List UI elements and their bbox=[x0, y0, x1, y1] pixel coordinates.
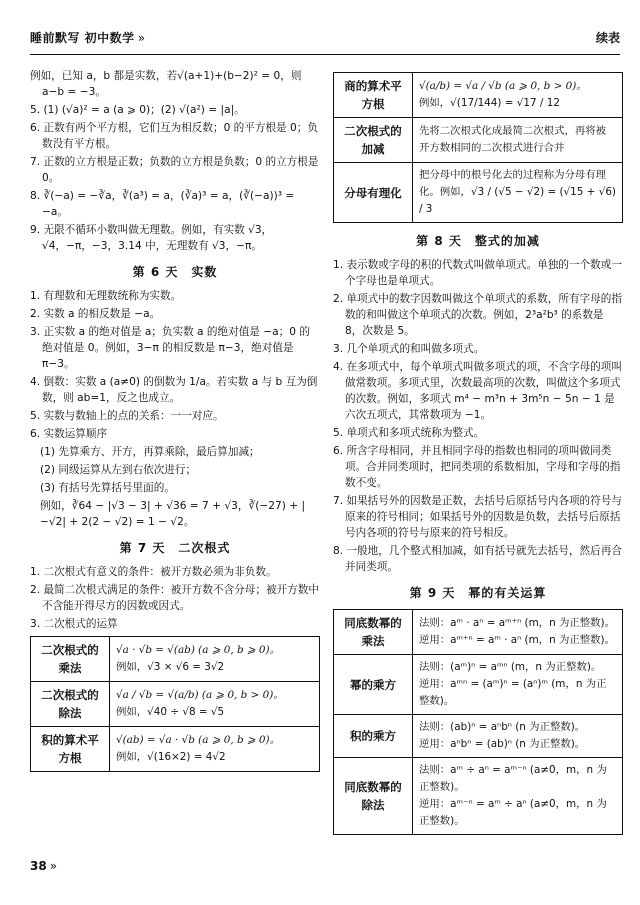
intro-line-9: 9. 无限不循环小数叫做无理数。例如，有实数 √3，√4，−π，−3，3.14 中，无理数有 √3，−π。 bbox=[30, 224, 273, 252]
day8-line-1: 1. 表示数或字母的积的代数式叫做单项式。单独的一个数或一个字母也是单项式。 bbox=[333, 259, 622, 287]
table-row-body bbox=[413, 758, 623, 835]
table-row bbox=[334, 610, 623, 655]
table-row-body bbox=[413, 610, 623, 655]
rule-text: 法则：aᵐ · aⁿ = aᵐ⁺ⁿ (m，n 为正整数)。 bbox=[419, 617, 615, 629]
table-row-body bbox=[413, 73, 623, 118]
day8-line-2: 2. 单项式中的数字因数叫做这个单项式的系数，所有字母的指数的和叫做这个单项式的次数。例如，2³a²b³ 的系数是 8，次数是 5。 bbox=[333, 293, 622, 337]
rule-text: 法则：(ab)ⁿ = aⁿbⁿ (n 为正整数)。 bbox=[419, 721, 586, 733]
example-text: 例如，√(17/144) = √17 / 12 bbox=[419, 97, 560, 109]
table-row-head: 幂的乘方 bbox=[334, 655, 413, 715]
day7-line-1: 1. 二次根式有意义的条件：被开方数必须为非负数。 bbox=[30, 566, 277, 578]
inverse-text: 逆用：aⁿbⁿ = (ab)ⁿ (n 为正整数)。 bbox=[419, 738, 586, 750]
day6-line-6: 6. 实数运算顺序 bbox=[30, 428, 108, 440]
day7-title: 第 7 天 二次根式 bbox=[119, 541, 231, 555]
table-row bbox=[31, 727, 320, 772]
day6-line-4: 4. 倒数：实数 a (a≠0) 的倒数为 1/a。若实数 a 与 b 互为倒数，则 ab=1，反之也成立。 bbox=[30, 376, 318, 404]
day6-line-1: 1. 有理数和无理数统称为实数。 bbox=[30, 290, 182, 302]
inverse-text: 逆用：aᵐ⁺ⁿ = aᵐ · aⁿ (m，n 为正整数)。 bbox=[419, 634, 615, 646]
rule-text: 法则：aᵐ ÷ aⁿ = aᵐ⁻ⁿ (a≠0，m，n 为正整数)。 bbox=[419, 764, 607, 793]
day9-title: 第 9 天 幂的有关运算 bbox=[409, 586, 547, 600]
table-row-body: 先将二次根式化成最简二次根式，再将被开方数相同的二次根式进行合并 bbox=[413, 118, 623, 163]
rule-text: 法则：(aᵐ)ⁿ = aᵐⁿ (m，n 为正整数)。 bbox=[419, 661, 602, 673]
table-row bbox=[334, 715, 623, 758]
radical-operations-table bbox=[30, 636, 320, 772]
table-row-body bbox=[110, 727, 320, 772]
intro-line-6: 6. 正数有两个平方根，它们互为相反数；0 的平方根是 0；负数没有平方根。 bbox=[30, 122, 318, 150]
table-row bbox=[31, 637, 320, 682]
table-row-head: 商的算术平方根 bbox=[334, 73, 413, 118]
table-row-head: 二次根式的乘法 bbox=[31, 637, 110, 682]
intro-line-5: 5. (1) (√a)² = a (a ⩾ 0)；(2) √(a²) = |a|。 bbox=[30, 104, 245, 116]
table-row-body bbox=[110, 637, 320, 682]
table-row bbox=[31, 682, 320, 727]
day7-line-2: 2. 最简二次根式满足的条件：被开方数不含分母；被开方数中不含能开得尽方的因数或因式。 bbox=[30, 584, 319, 612]
day8-line-8: 8. 一般地，几个整式相加减，如有括号就先去括号，然后再合并同类项。 bbox=[333, 545, 622, 573]
table-row-body bbox=[413, 655, 623, 715]
left-column bbox=[30, 68, 320, 776]
series-title bbox=[30, 30, 146, 46]
rule-text: √(ab) = √a · √b (a ⩾ 0, b ⩾ 0)。 bbox=[116, 734, 280, 746]
day8-line-4: 4. 在多项式中，每个单项式叫做多项式的项，不含字母的项叫做常数项。多项式里，次数最高项的次数，叫做这个多项式的次数。例如，多项式 m⁴ − m³n + 3m⁵n − 5n − 1 是六次五项式，其常数项为 −1。 bbox=[333, 361, 622, 421]
series-title-text: 睡前默写 初中数学 bbox=[30, 31, 135, 45]
day6-example: 例如，∛64 − |√3 − 3| + √36 = 7 + √3，∛(−27) + |−√2| + 2(2 − √2) = 1 − √2。 bbox=[40, 500, 306, 528]
continued-label: 续表 bbox=[595, 31, 620, 45]
day6-sub-1: (1) 先算乘方、开方，再算乘除，最后算加减； bbox=[40, 446, 260, 458]
day6-sub-2: (2) 同级运算从左到右依次进行； bbox=[40, 464, 197, 476]
table-row-head: 分母有理化 bbox=[334, 163, 413, 223]
table-row-head: 同底数幂的除法 bbox=[334, 758, 413, 835]
example-text: 例如，√(16×2) = 4√2 bbox=[116, 751, 226, 763]
table-row-body bbox=[413, 715, 623, 758]
table-row bbox=[334, 758, 623, 835]
rule-text: √a / √b = √(a/b) (a ⩾ 0, b > 0)。 bbox=[116, 689, 284, 701]
rule-text: √a · √b = √(ab) (a ⩾ 0, b ⩾ 0)。 bbox=[116, 644, 280, 656]
header-rule bbox=[30, 54, 620, 55]
table-row-head: 积的算术平方根 bbox=[31, 727, 110, 772]
power-operations-table bbox=[333, 609, 623, 835]
right-column bbox=[333, 68, 623, 839]
day6-line-3: 3. 正实数 a 的绝对值是 a；负实数 a 的绝对值是 −a；0 的绝对值是 0。例如，3−π 的相反数是 π−3，绝对值是 π−3。 bbox=[30, 326, 310, 370]
table-row bbox=[334, 655, 623, 715]
table-row-head: 同底数幂的乘法 bbox=[334, 610, 413, 655]
table-row-body: 把分母中的根号化去的过程称为分母有理化。例如，√3 / (√5 − √2) = (√15 + √6) / 3 bbox=[413, 163, 623, 223]
day8-line-7: 7. 如果括号外的因数是正数，去括号后原括号内各项的符号与原来的符号相同；如果括号外的因数是负数，去括号后原括号内各项的符号与原来的符号相反。 bbox=[333, 495, 622, 539]
rule-text: √(a/b) = √a / √b (a ⩾ 0, b > 0)。 bbox=[419, 80, 587, 92]
intro-line-8: 8. ∛(−a) = −∛a，∛(a³) = a，(∛a)³ = a，(∛(−a))³ = −a。 bbox=[30, 190, 295, 218]
page-footer bbox=[30, 858, 57, 874]
table-row bbox=[334, 118, 623, 163]
table-row-head: 积的乘方 bbox=[334, 715, 413, 758]
day8-line-5: 5. 单项式和多项式统称为整式。 bbox=[333, 427, 485, 439]
day6-title: 第 6 天 实数 bbox=[132, 265, 218, 279]
inverse-text: 逆用：aᵐⁿ = (aᵐ)ⁿ = (aⁿ)ᵐ (m，n 为正整数)。 bbox=[419, 678, 607, 707]
table-row bbox=[334, 73, 623, 118]
intro-line-7: 7. 正数的立方根是正数；负数的立方根是负数；0 的立方根是 0。 bbox=[30, 156, 319, 184]
table-row-head: 二次根式的加减 bbox=[334, 118, 413, 163]
inverse-text: 逆用：aᵐ⁻ⁿ = aᵐ ÷ aⁿ (a≠0，m，n 为正整数)。 bbox=[419, 798, 607, 827]
table-row bbox=[334, 163, 623, 223]
table-row-body bbox=[110, 682, 320, 727]
day8-line-3: 3. 几个单项式的和叫做多项式。 bbox=[333, 343, 485, 355]
example-text: 例如，√3 × √6 = 3√2 bbox=[116, 661, 225, 673]
day6-sub-3: (3) 有括号先算括号里面的。 bbox=[40, 482, 175, 494]
day8-line-6: 6. 所含字母相同，并且相同字母的指数也相同的项叫做同类项。合并同类项时，把同类项的系数相加，字母和字母的指数不变。 bbox=[333, 445, 621, 489]
day7-line-3: 3. 二次根式的运算 bbox=[30, 618, 118, 630]
day6-line-5: 5. 实数与数轴上的点的关系：一一对应。 bbox=[30, 410, 224, 422]
table-row-head: 二次根式的除法 bbox=[31, 682, 110, 727]
example-text: 例如，√40 ÷ √8 = √5 bbox=[116, 706, 225, 718]
intro-line-1: 例如，已知 a，b 都是实数，若√(a+1)+(b−2)² = 0，则 a−b = −3。 bbox=[30, 70, 302, 98]
page-header bbox=[30, 26, 620, 54]
day8-title: 第 8 天 整式的加减 bbox=[416, 234, 540, 248]
radical-operations-table-continued bbox=[333, 72, 623, 223]
day6-line-2: 2. 实数 a 的相反数是 −a。 bbox=[30, 308, 161, 320]
chevron-right-icon: » bbox=[137, 31, 146, 45]
page-number: 38 bbox=[30, 859, 47, 873]
chevron-right-icon: » bbox=[49, 859, 58, 873]
